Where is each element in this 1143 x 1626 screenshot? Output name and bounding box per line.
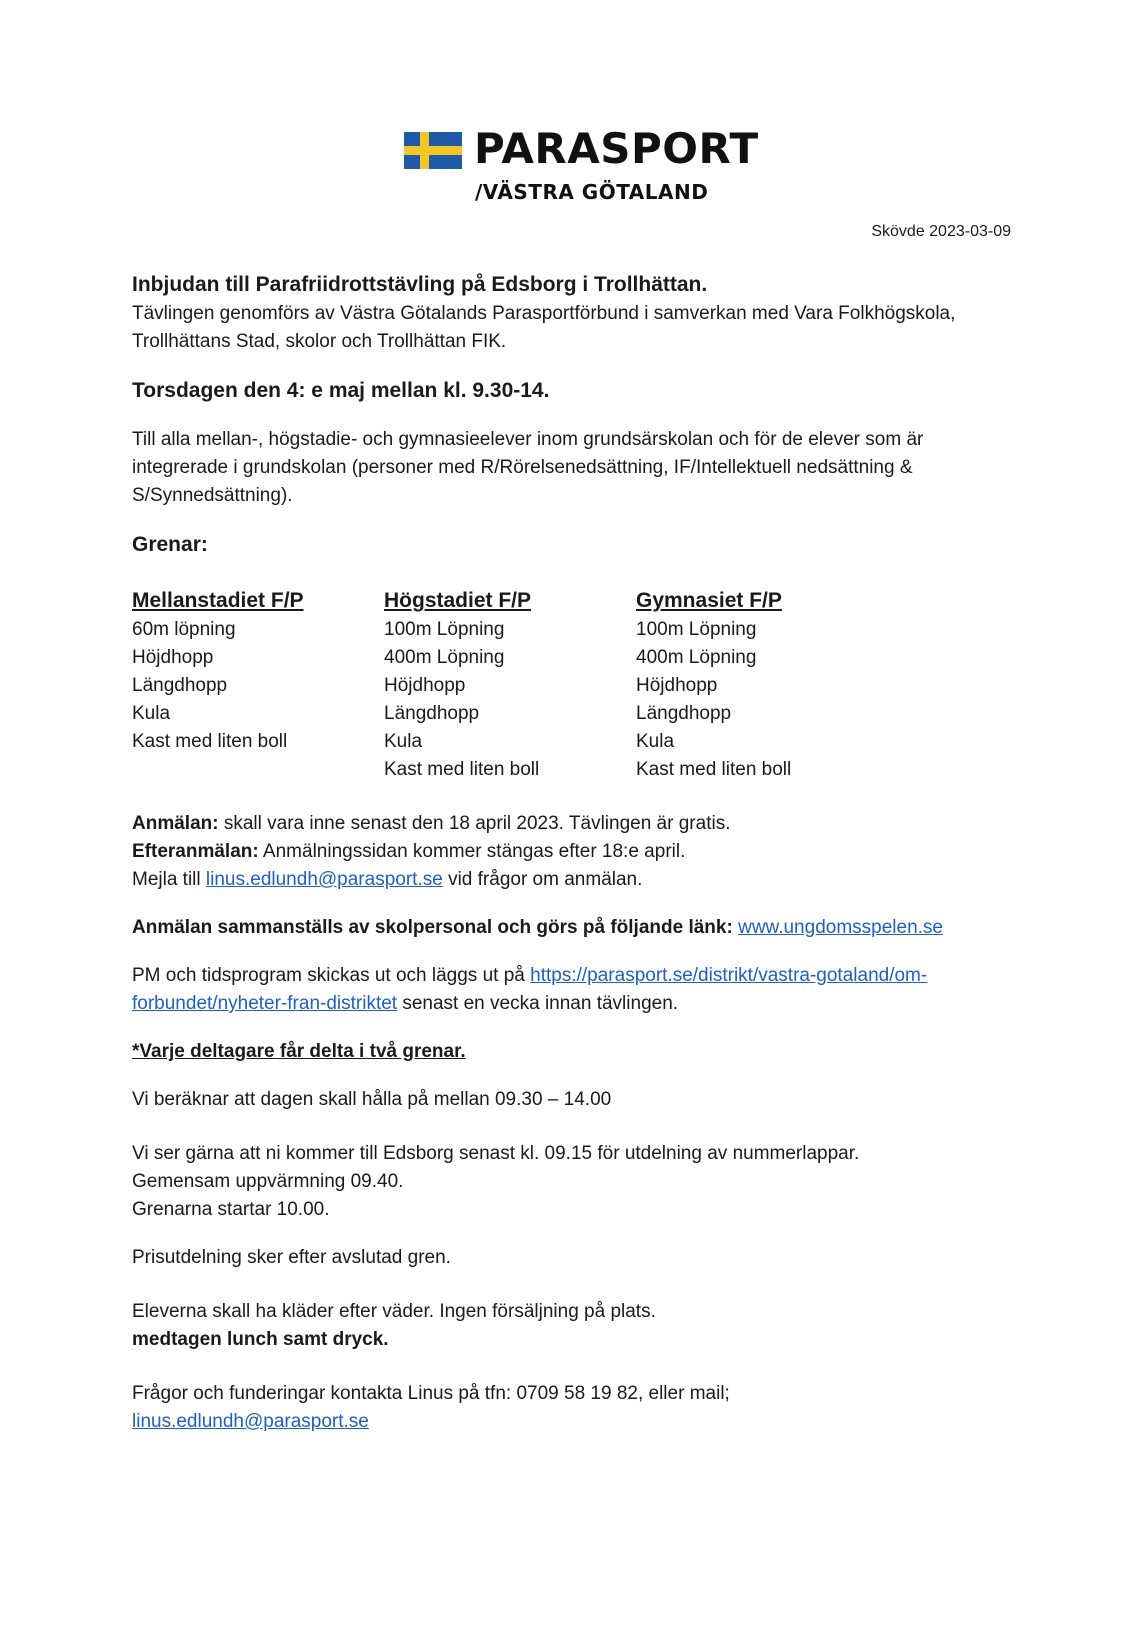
contact-email-line <box>132 1408 1012 1436</box>
registration-link-line <box>132 914 1012 942</box>
events-list <box>636 616 888 784</box>
efteranmalan-line <box>132 838 1012 866</box>
schedule-line: Gemensam uppvärmning 09.40. <box>132 1171 404 1192</box>
prize-line: Prisutdelning sker efter avslutad gren. <box>132 1247 451 1268</box>
ungdomsspelen-link[interactable]: www.ungdomsspelen.se <box>738 917 943 938</box>
swedish-flag-icon <box>404 132 462 169</box>
contact-email-link[interactable]: linus.edlundh@parasport.se <box>132 1411 369 1432</box>
anmalan-label: Anmälan: <box>132 813 219 834</box>
list-item: Höjdhopp <box>132 647 214 668</box>
list-item: 100m Löpning <box>384 619 505 640</box>
contact-line: Frågor och funderingar kontakta Linus på tfn: 0709 58 19 82, eller mail; <box>132 1383 730 1404</box>
pm-line <box>132 962 1012 1018</box>
audience-paragraph: Till alla mellan-, högstadie- och gymnasieelever inom grundsärskolan och för de elever som är integrerade i grundskolan (personer med R/Rörelsenedsättning, IF/Intellektuell nedsättning & S/Synnedsättning). <box>132 429 924 506</box>
email-link[interactable]: linus.edlundh@parasport.se <box>205 869 443 890</box>
column-heading: Gymnasiet F/P <box>636 589 782 612</box>
schedule-block <box>132 1140 1012 1224</box>
schedule-line: Grenarna startar 10.00. <box>132 1199 330 1220</box>
document-title: Inbjudan till Parafriidrottstävling på Edsborg i Trollhättan. <box>132 273 708 296</box>
date-heading: Torsdagen den 4: e maj mellan kl. 9.30-14. <box>132 379 550 402</box>
logo-subtitle: /VÄSTRA GÖTALAND <box>475 180 709 204</box>
two-events-note: *Varje deltagare får delta i två grenar. <box>132 1041 466 1062</box>
clothes-line: Eleverna skall ha kläder efter väder. Ingen försäljning på plats. <box>132 1301 656 1322</box>
list-item: Längdhopp <box>636 703 732 724</box>
list-item: Kast med liten boll <box>636 759 792 780</box>
duration-line: Vi beräknar att dagen skall hålla på mellan 09.30 – 14.00 <box>132 1089 612 1110</box>
list-item: Kula <box>384 731 423 752</box>
list-item: Kast med liten boll <box>384 759 540 780</box>
list-item: 400m Löpning <box>636 647 757 668</box>
events-list <box>132 616 384 756</box>
grenar-heading: Grenar: <box>132 533 208 556</box>
intro-paragraph: Tävlingen genomförs av Västra Götalands Parasportförbund i samverkan med Vara Folkhögskola, Trollhättans Stad, skolor och Trollhättan FIK. <box>132 303 956 352</box>
list-item: 100m Löpning <box>636 619 757 640</box>
events-column-gymnasiet <box>636 586 888 784</box>
clothes-block <box>132 1298 1012 1354</box>
logo-wordmark: PARASPORT <box>474 124 759 173</box>
registration-block <box>132 810 1012 894</box>
mail-prefix: Mejla till <box>132 869 206 890</box>
list-item: Höjdhopp <box>636 675 718 696</box>
list-item: Kula <box>636 731 675 752</box>
efteranmalan-label: Efteranmälan: <box>132 841 259 862</box>
pm-suffix: senast en vecka innan tävlingen. <box>397 993 679 1014</box>
events-list <box>384 616 636 784</box>
list-item: Längdhopp <box>384 703 480 724</box>
anmalan-text: skall vara inne senast den 18 april 2023. Tävlingen är gratis. <box>218 813 731 834</box>
pm-prefix: PM och tidsprogram skickas ut och läggs ut på <box>132 965 531 986</box>
contact-block <box>132 1380 1012 1436</box>
parasport-news-link[interactable]: https://parasport.se/distrikt/vastra-gotaland/om-forbundet/nyheter-fran-distriktet <box>132 965 928 1014</box>
list-item: Kula <box>132 703 171 724</box>
list-item: Kast med liten boll <box>132 731 288 752</box>
document-date: Skövde 2023-03-09 <box>871 223 1011 240</box>
column-heading: Högstadiet F/P <box>384 589 532 612</box>
document-body <box>132 270 1012 1436</box>
events-column-mellanstadiet <box>132 586 384 784</box>
list-item: 60m löpning <box>132 619 236 640</box>
list-item: 400m Löpning <box>384 647 505 668</box>
column-heading: Mellanstadiet F/P <box>132 589 304 612</box>
list-item: Längdhopp <box>132 675 228 696</box>
events-columns <box>132 586 1012 784</box>
mail-line <box>132 866 1012 894</box>
list-item: Höjdhopp <box>384 675 466 696</box>
efteranmalan-text: Anmälningssidan kommer stängas efter 18:e april. <box>258 841 686 862</box>
mail-suffix: vid frågor om anmälan. <box>442 869 643 890</box>
registration-link-text: Anmälan sammanställs av skolpersonal och görs på följande länk: <box>132 917 739 938</box>
schedule-line: Vi ser gärna att ni kommer till Edsborg senast kl. 09.15 för utdelning av nummerlappar. <box>132 1143 860 1164</box>
parasport-logo <box>404 124 759 208</box>
anmalan-line <box>132 810 1012 838</box>
events-column-hogstadiet <box>384 586 636 784</box>
lunch-line: medtagen lunch samt dryck. <box>132 1329 389 1350</box>
